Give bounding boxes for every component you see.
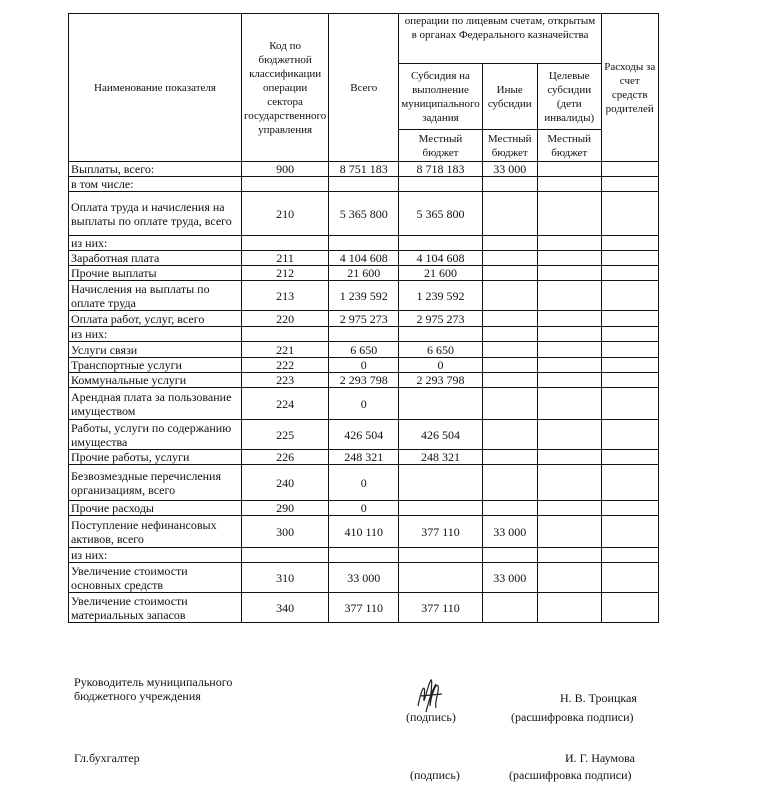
cell-parents [601,548,658,563]
accountant-name: И. Г. Наумова [565,751,635,765]
cell-total [329,177,399,192]
cell-total: 410 110 [329,516,399,548]
cell-subsidy [399,177,483,192]
cell-parents [601,327,658,342]
cell-target [537,177,601,192]
cell-other [482,311,537,327]
cell-name: Арендная плата за пользование имуществом [69,388,242,420]
financial-table [68,13,659,623]
cell-parents [601,358,658,373]
table-row [69,266,659,281]
cell-other [482,373,537,388]
cell-subsidy [399,327,483,342]
table-row [69,450,659,465]
cell-code: 211 [242,251,329,266]
cell-target [537,420,601,450]
cell-name: Прочие работы, услуги [69,450,242,465]
cell-subsidy: 2 975 273 [399,311,483,327]
cell-name: из них: [69,236,242,251]
cell-total: 1 239 592 [329,281,399,311]
cell-name: из них: [69,327,242,342]
cell-code: 224 [242,388,329,420]
cell-subsidy: 21 600 [399,266,483,281]
cell-subsidy: 8 718 183 [399,162,483,177]
cell-total: 0 [329,501,399,516]
header-code: Код по бюджетной классификации операции сектора государственного управления [242,14,329,162]
cell-target [537,548,601,563]
cell-parents [601,563,658,593]
table-body [69,162,659,623]
cell-target [537,342,601,358]
accountant-signature-caption: (подпись) [410,768,460,782]
cell-total: 8 751 183 [329,162,399,177]
cell-name: Прочие выплаты [69,266,242,281]
table-row [69,342,659,358]
cell-name: Прочие расходы [69,501,242,516]
header-local-budget: Местный бюджет [537,130,601,162]
table-row [69,236,659,251]
cell-total: 6 650 [329,342,399,358]
header-local-budget: Местный бюджет [399,130,483,162]
cell-name: Увеличение стоимости материальных запасов [69,593,242,623]
cell-target [537,465,601,501]
cell-code: 225 [242,420,329,450]
cell-subsidy [399,548,483,563]
cell-subsidy [399,465,483,501]
cell-subsidy: 377 110 [399,593,483,623]
cell-code: 222 [242,358,329,373]
cell-code: 226 [242,450,329,465]
cell-parents [601,162,658,177]
cell-parents [601,450,658,465]
cell-target [537,192,601,236]
table-row [69,311,659,327]
cell-total: 4 104 608 [329,251,399,266]
cell-other [482,358,537,373]
cell-code: 290 [242,501,329,516]
cell-name: Увеличение стоимости основных средств [69,563,242,593]
cell-subsidy: 0 [399,358,483,373]
cell-target [537,450,601,465]
cell-target [537,501,601,516]
table-row [69,548,659,563]
cell-name: Безвозмездные перечисления организациям, всего [69,465,242,501]
table-row [69,177,659,192]
cell-name: в том числе: [69,177,242,192]
table-row [69,465,659,501]
cell-target [537,327,601,342]
cell-subsidy: 377 110 [399,516,483,548]
cell-subsidy [399,388,483,420]
cell-other [482,192,537,236]
cell-parents [601,465,658,501]
cell-target [537,236,601,251]
cell-subsidy: 2 293 798 [399,373,483,388]
cell-other [482,236,537,251]
table-row [69,563,659,593]
cell-total: 21 600 [329,266,399,281]
cell-target [537,563,601,593]
cell-name: Заработная плата [69,251,242,266]
cell-other [482,342,537,358]
cell-target [537,373,601,388]
cell-code [242,327,329,342]
cell-parents [601,593,658,623]
cell-target [537,162,601,177]
cell-target [537,388,601,420]
cell-subsidy: 1 239 592 [399,281,483,311]
cell-total: 426 504 [329,420,399,450]
header-name: Наименование показателя [69,14,242,162]
cell-code [242,236,329,251]
cell-other [482,266,537,281]
cell-parents [601,342,658,358]
cell-other [482,388,537,420]
cell-other [482,450,537,465]
cell-parents [601,281,658,311]
cell-code: 240 [242,465,329,501]
cell-target [537,281,601,311]
head-name: Н. В. Троицкая [560,691,637,705]
header-local-budget: Местный бюджет [482,130,537,162]
cell-name: Работы, услуги по содержанию имущества [69,420,242,450]
header-target-subsidy: Целевые субсидии (дети инвалиды) [537,64,601,130]
cell-total: 0 [329,465,399,501]
cell-subsidy: 4 104 608 [399,251,483,266]
cell-total [329,236,399,251]
cell-other: 33 000 [482,563,537,593]
cell-name: Коммунальные услуги [69,373,242,388]
cell-name: Выплаты, всего: [69,162,242,177]
cell-code: 223 [242,373,329,388]
cell-parents [601,516,658,548]
cell-other [482,177,537,192]
cell-parents [601,236,658,251]
head-signature-caption: (подпись) [406,710,456,724]
table-row [69,162,659,177]
cell-subsidy: 248 321 [399,450,483,465]
head-title: Руководитель муниципального бюджетного учреждения [74,675,233,703]
cell-code: 210 [242,192,329,236]
cell-other [482,327,537,342]
accountant-decoding-caption: (расшифровка подписи) [509,768,632,782]
accountant-title: Гл.бухгалтер [74,751,140,765]
header-subsidy-task: Субсидия на выполнение муниципального задания [399,64,483,130]
cell-total: 33 000 [329,563,399,593]
cell-other [482,548,537,563]
cell-subsidy [399,501,483,516]
cell-total: 5 365 800 [329,192,399,236]
table-row [69,358,659,373]
cell-other: 33 000 [482,162,537,177]
cell-parents [601,251,658,266]
cell-code: 300 [242,516,329,548]
table-row [69,593,659,623]
table-row [69,192,659,236]
cell-other [482,465,537,501]
cell-parents [601,311,658,327]
table-row [69,420,659,450]
cell-parents [601,420,658,450]
head-decoding-caption: (расшифровка подписи) [511,710,634,724]
cell-total: 2 975 273 [329,311,399,327]
header-treasury: операции по лицевым счетам, открытым в органах Федерального казначейства [399,14,602,64]
cell-subsidy [399,236,483,251]
cell-total: 2 293 798 [329,373,399,388]
cell-name: Начисления на выплаты по оплате труда [69,281,242,311]
cell-parents [601,501,658,516]
cell-name: Поступление нефинансовых активов, всего [69,516,242,548]
table-row [69,251,659,266]
table-row [69,388,659,420]
table-row [69,281,659,311]
header-total: Всего [329,14,399,162]
header-parents: Расходы за счет средств родителей [601,14,658,162]
cell-code [242,548,329,563]
cell-subsidy: 426 504 [399,420,483,450]
cell-subsidy: 5 365 800 [399,192,483,236]
cell-total: 377 110 [329,593,399,623]
cell-target [537,358,601,373]
cell-other [482,420,537,450]
cell-subsidy: 6 650 [399,342,483,358]
cell-other [482,251,537,266]
cell-other: 33 000 [482,516,537,548]
cell-total [329,327,399,342]
cell-target [537,266,601,281]
cell-subsidy [399,563,483,593]
cell-parents [601,266,658,281]
cell-code: 310 [242,563,329,593]
cell-target [537,516,601,548]
cell-target [537,251,601,266]
cell-parents [601,388,658,420]
table-row [69,327,659,342]
table-row [69,373,659,388]
cell-code: 213 [242,281,329,311]
cell-total: 0 [329,358,399,373]
cell-parents [601,177,658,192]
table-row [69,501,659,516]
cell-code: 220 [242,311,329,327]
cell-name: Услуги связи [69,342,242,358]
cell-total: 0 [329,388,399,420]
cell-code [242,177,329,192]
cell-total [329,548,399,563]
cell-parents [601,373,658,388]
cell-total: 248 321 [329,450,399,465]
cell-code: 212 [242,266,329,281]
cell-name: Оплата труда и начисления на выплаты по оплате труда, всего [69,192,242,236]
cell-other [482,593,537,623]
cell-other [482,281,537,311]
table-row [69,516,659,548]
cell-name: Транспортные услуги [69,358,242,373]
header-other-subsidy: Иные субсидии [482,64,537,130]
cell-other [482,501,537,516]
cell-target [537,311,601,327]
cell-name: Оплата работ, услуг, всего [69,311,242,327]
cell-name: из них: [69,548,242,563]
cell-code: 900 [242,162,329,177]
cell-code: 221 [242,342,329,358]
cell-code: 340 [242,593,329,623]
cell-target [537,593,601,623]
cell-parents [601,192,658,236]
